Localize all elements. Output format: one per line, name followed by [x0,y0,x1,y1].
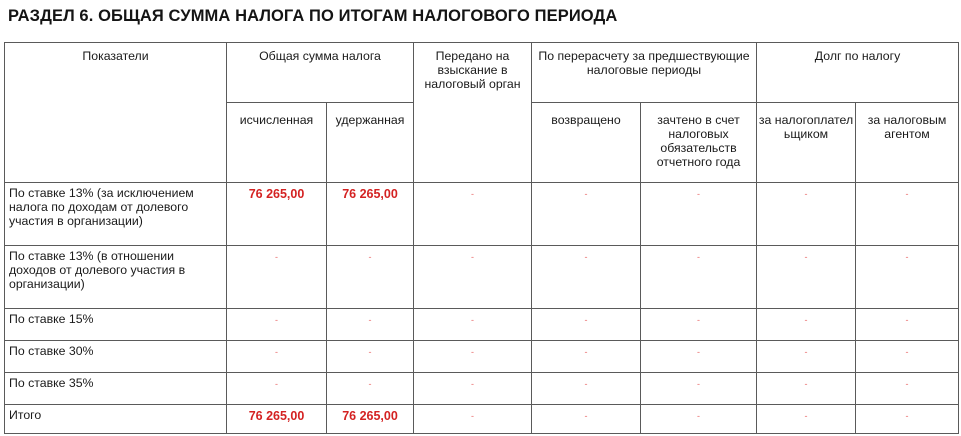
cell-value: - [856,309,959,341]
cell-value: - [414,246,532,309]
cell-value: - [641,309,757,341]
cell-value: - [757,373,856,405]
cell-value: - [414,373,532,405]
header-returned: возвращено [532,103,641,183]
cell-value: - [856,405,959,434]
cell-value: - [327,373,414,405]
header-offset: зачтено в счет налоговых обязательств отчетного года [641,103,757,183]
cell-value: - [757,341,856,373]
cell-value: - [532,341,641,373]
row-label: По ставке 13% (за исключением налога по доходам от долевого участия в организации) [5,183,227,246]
cell-value: - [327,309,414,341]
cell-value: - [856,246,959,309]
header-total-tax: Общая сумма налога [227,43,414,103]
cell-value: - [856,373,959,405]
cell-value: - [532,183,641,246]
cell-value: - [414,309,532,341]
cell-value: - [757,183,856,246]
table-row [5,373,959,405]
row-label: По ставке 30% [5,341,227,373]
cell-value: - [641,183,757,246]
cell-value: - [641,246,757,309]
cell-value: - [532,405,641,434]
table-row [5,405,959,434]
header-debt: Долг по налогу [757,43,959,103]
cell-value: - [856,341,959,373]
cell-value: - [532,373,641,405]
table-row [5,341,959,373]
row-label: По ставке 35% [5,373,227,405]
row-label: По ставке 15% [5,309,227,341]
header-withheld: удержанная [327,103,414,183]
cell-value: - [414,341,532,373]
tax-summary-table [4,42,959,434]
cell-value: - [414,405,532,434]
cell-value: - [532,309,641,341]
table-row [5,309,959,341]
header-transferred: Передано на взыскание в налоговый орган [414,43,532,183]
cell-value: - [856,183,959,246]
cell-value: 76 265,00 [227,405,327,434]
cell-value: - [414,183,532,246]
row-label: По ставке 13% (в отношении доходов от долевого участия в организации) [5,246,227,309]
cell-value: - [641,405,757,434]
cell-value: - [327,246,414,309]
cell-value: - [757,246,856,309]
cell-value: 76 265,00 [327,405,414,434]
cell-value: - [757,405,856,434]
section-title: РАЗДЕЛ 6. ОБЩАЯ СУММА НАЛОГА ПО ИТОГАМ НАЛОГОВОГО ПЕРИОДА [8,7,618,25]
cell-value: - [227,341,327,373]
header-indicators: Показатели [5,43,227,183]
cell-value: - [641,341,757,373]
header-by-taxpayer: за налогоплател ьщиком [757,103,856,183]
cell-value: - [327,341,414,373]
cell-value: - [757,309,856,341]
cell-value: - [641,373,757,405]
header-row-top [5,43,959,103]
cell-value: 76 265,00 [327,183,414,246]
header-recalc: По перерасчету за предшествующие налоговые периоды [532,43,757,103]
header-by-agent: за налоговым агентом [856,103,959,183]
table-row [5,183,959,246]
cell-value: - [227,373,327,405]
header-calculated: исчисленная [227,103,327,183]
cell-value: - [227,309,327,341]
cell-value: 76 265,00 [227,183,327,246]
cell-value: - [532,246,641,309]
cell-value: - [227,246,327,309]
table-row [5,246,959,309]
table-body [5,183,959,434]
row-label: Итого [5,405,227,434]
